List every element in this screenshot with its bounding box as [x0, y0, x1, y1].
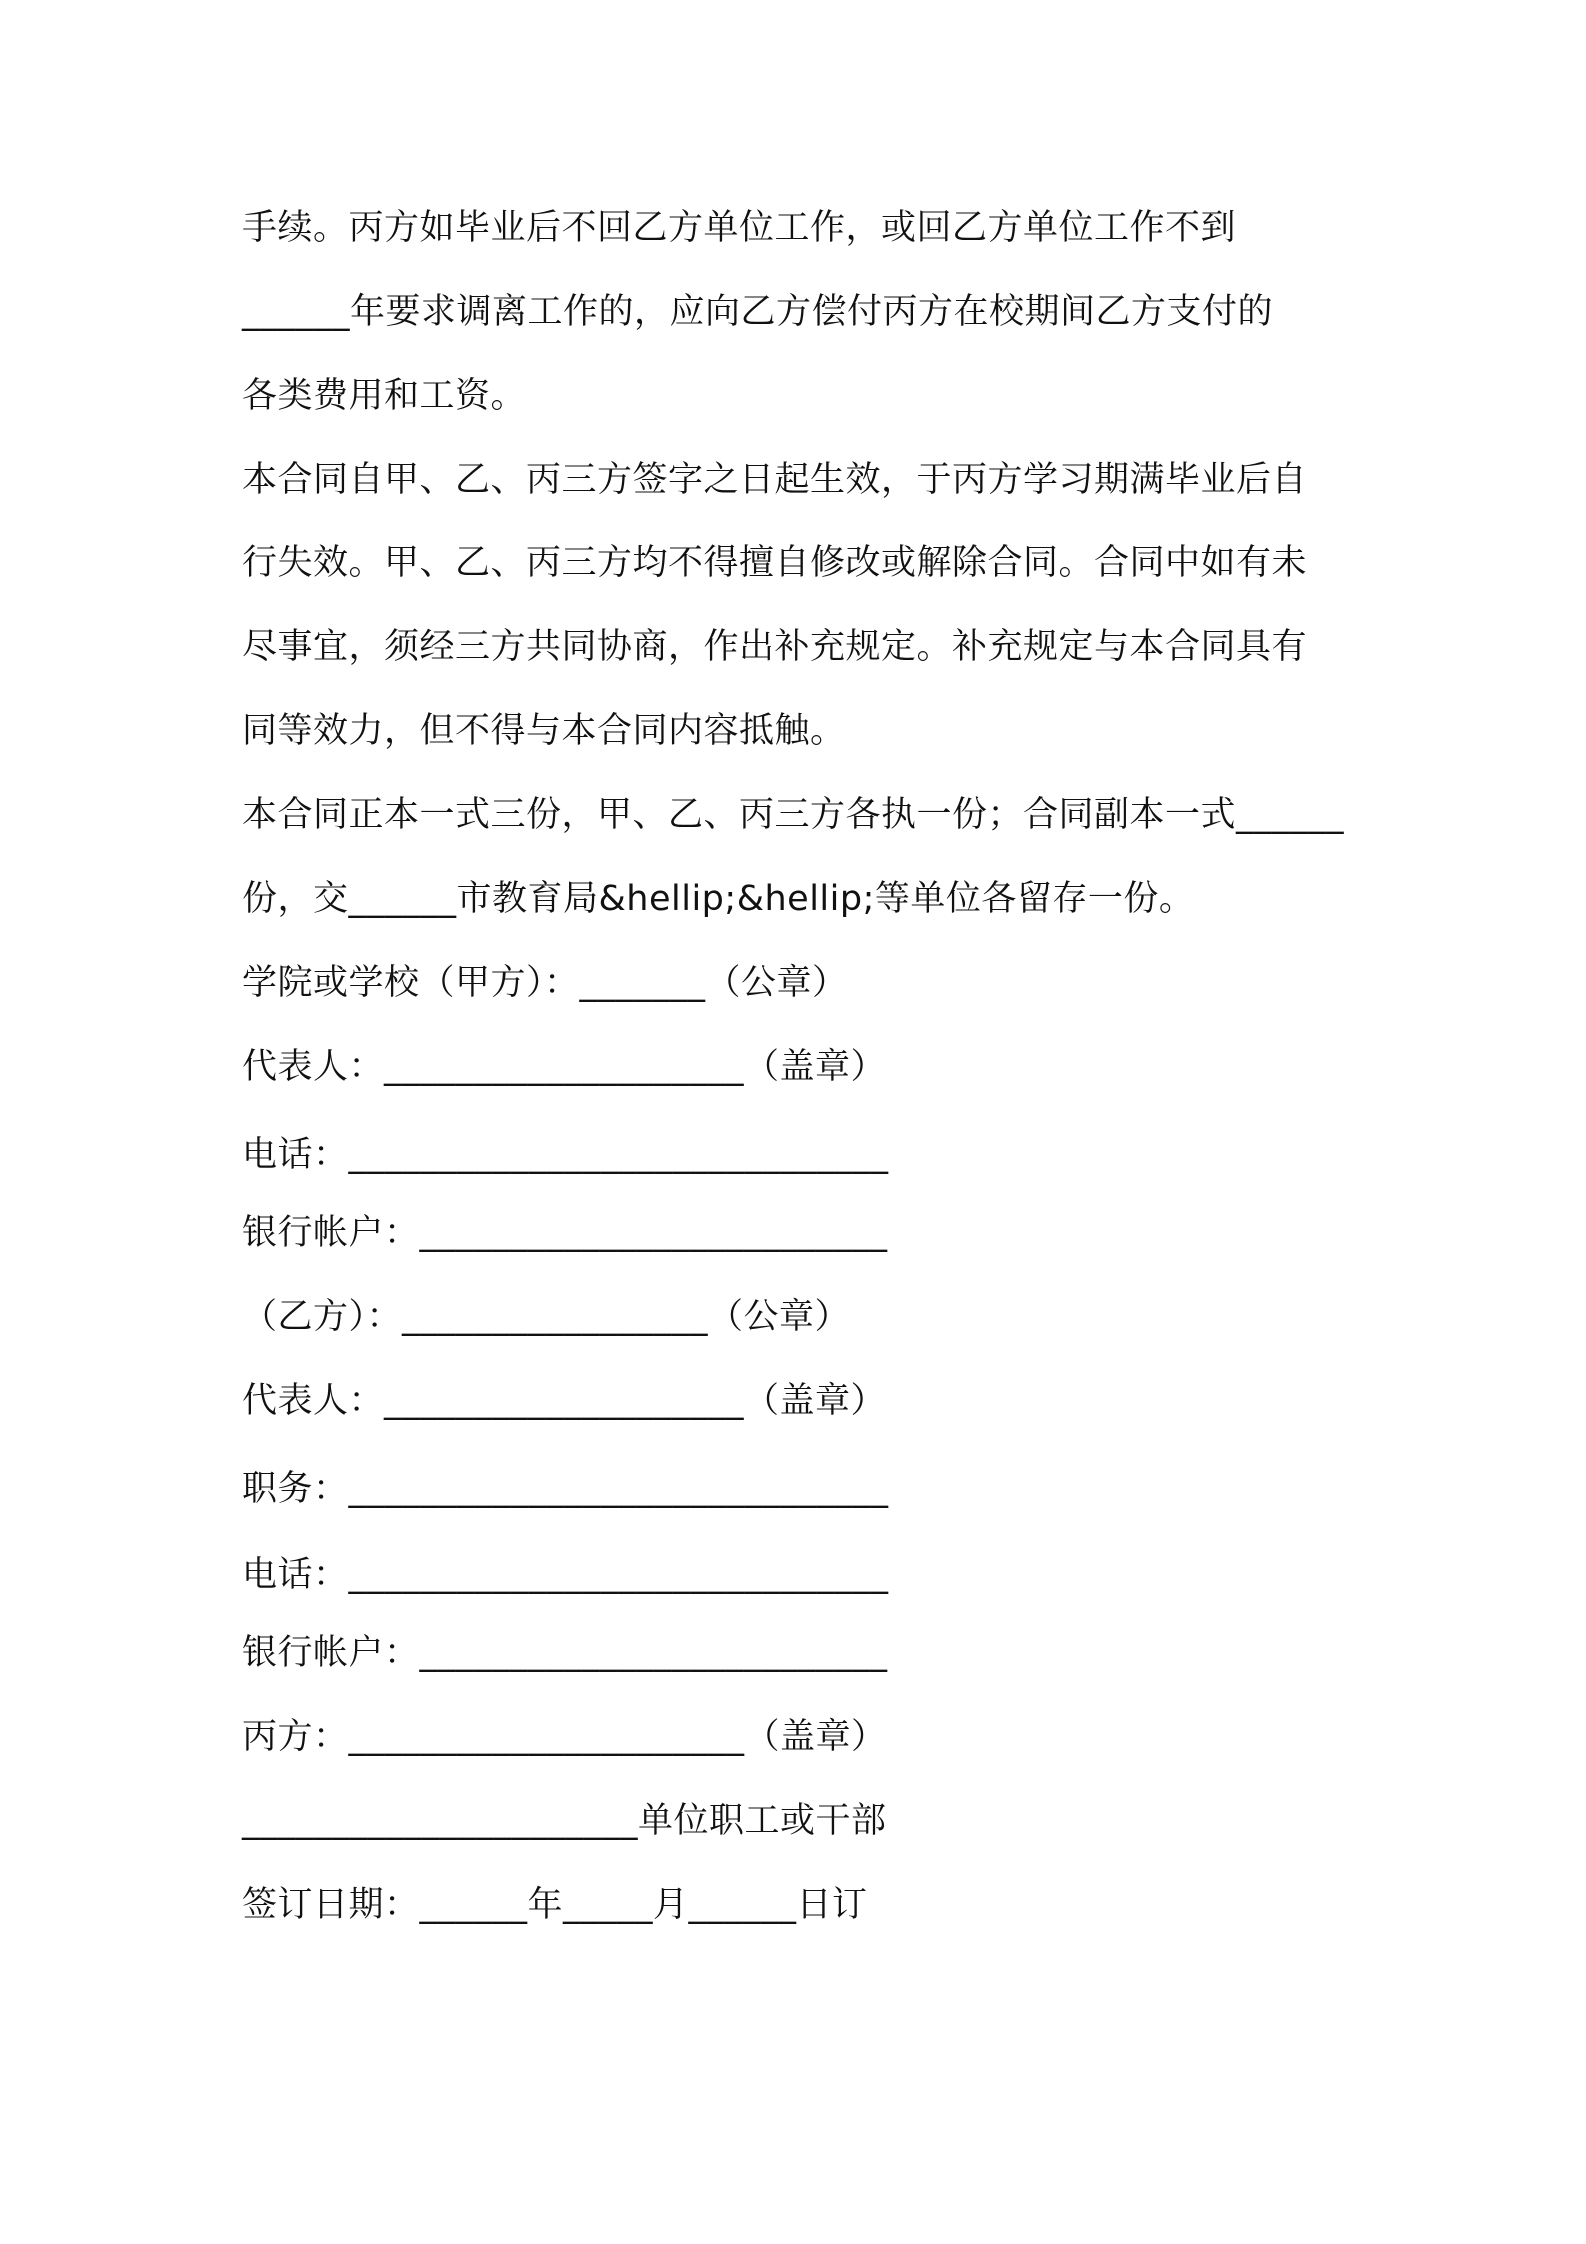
signature-field-line: 丙方：______________________（盖章） — [242, 1717, 887, 1757]
text-line: 本合同自甲、乙、丙三方签字之日起生效，于丙方学习期满毕业后自 — [242, 460, 1308, 500]
text-line: 行失效。甲、乙、丙三方均不得擅自修改或解除合同。合同中如有未 — [242, 543, 1308, 583]
signature-field-line: （乙方）：_________________（公章） — [242, 1297, 851, 1337]
signature-field-line: 银行帐户：__________________________ — [242, 1213, 888, 1253]
text-line: 尽事宜，须经三方共同协商，作出补充规定。补充规定与本合同具有 — [242, 627, 1308, 667]
signature-field-line: 代表人：____________________（盖章） — [242, 1381, 887, 1421]
text-line: 本合同正本一式三份，甲、乙、丙三方各执一份；合同副本一式______ — [242, 795, 1345, 835]
date-field-line: 签订日期：______年_____月______日订 — [242, 1885, 868, 1925]
signature-field-line: 代表人：____________________（盖章） — [242, 1047, 887, 1087]
text-line: 各类费用和工资。 — [242, 376, 527, 416]
signature-field-line: 银行帐户：__________________________ — [242, 1633, 888, 1673]
text-line: 同等效力，但不得与本合同内容抵触。 — [242, 711, 846, 751]
signature-field-line: 电话：______________________________ — [242, 1555, 889, 1595]
text-line: 份，交______市教育局&hellip;&hellip;等单位各留存一份。 — [242, 879, 1195, 919]
signature-field-line: 电话：______________________________ — [242, 1135, 889, 1175]
text-line: 手续。丙方如毕业后不回乙方单位工作，或回乙方单位工作不到 — [242, 208, 1237, 248]
signature-field-line: 学院或学校（甲方）：_______（公章） — [242, 963, 848, 1003]
signature-field-line: ______________________单位职工或干部 — [242, 1801, 887, 1841]
signature-field-line: 职务：______________________________ — [242, 1469, 889, 1509]
text-line: ______年要求调离工作的，应向乙方偿付丙方在校期间乙方支付的 — [242, 292, 1274, 332]
